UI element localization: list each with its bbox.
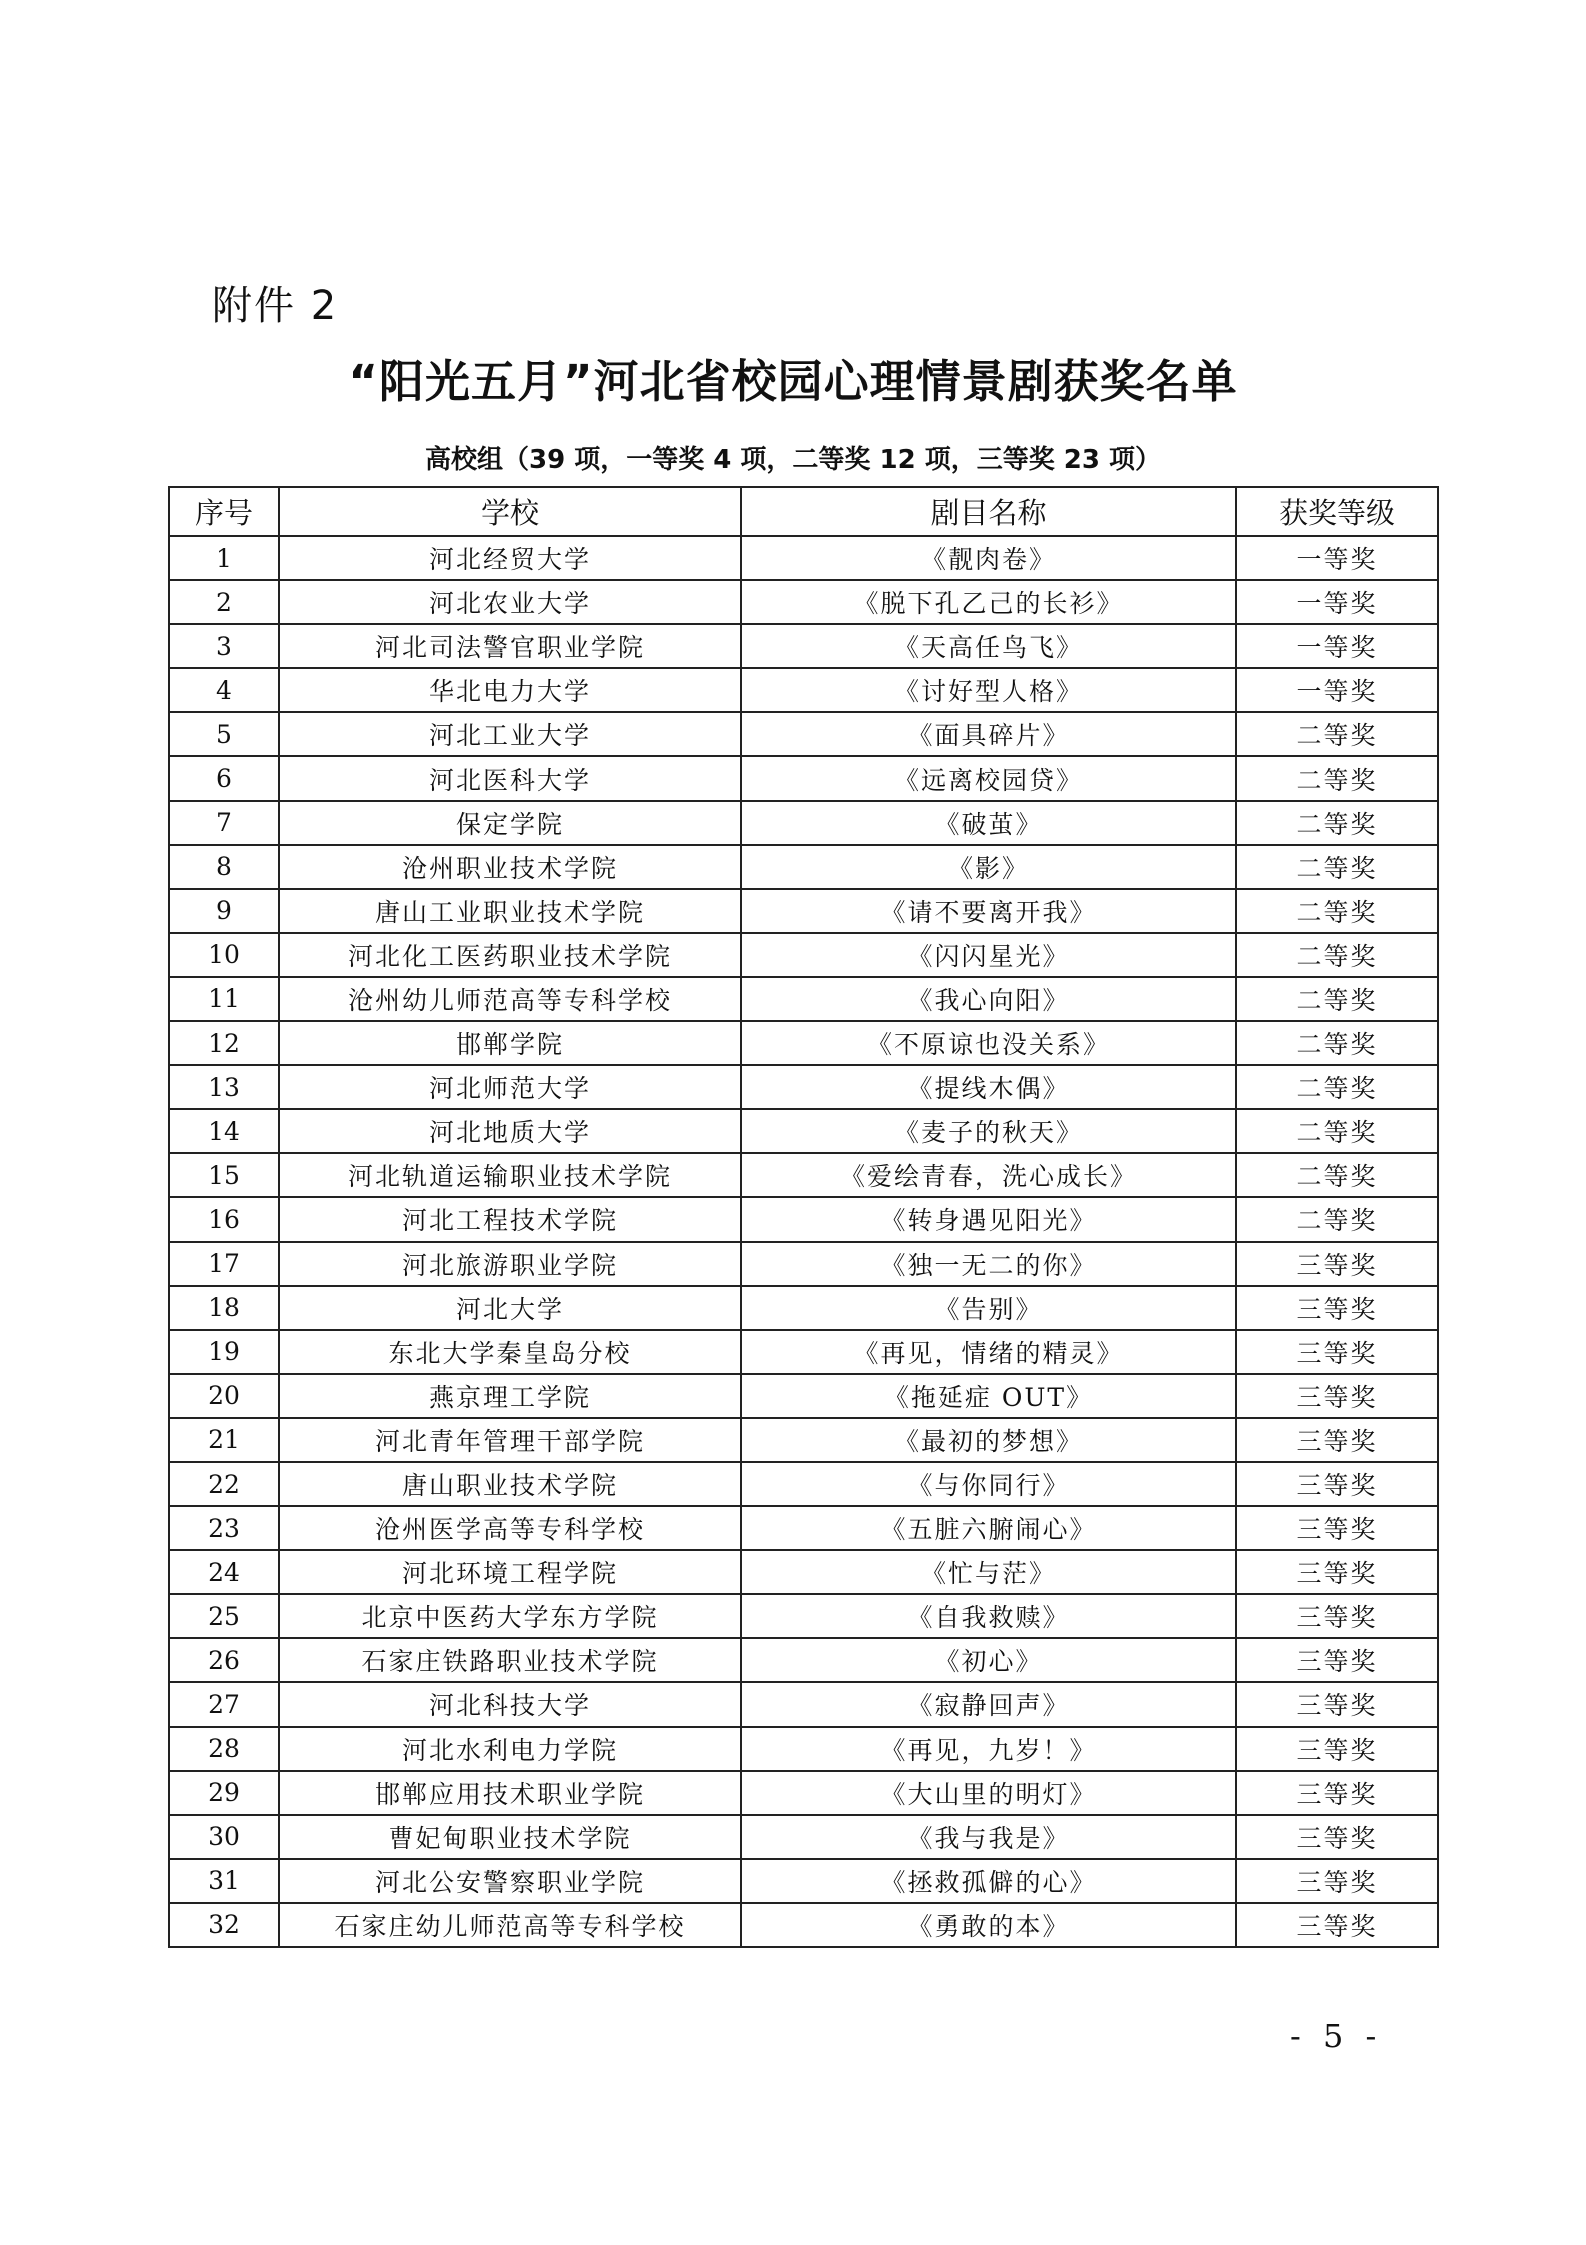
row-play: 《拯救孤僻的心》 (741, 1859, 1236, 1903)
row-school: 河北公安警察职业学院 (279, 1859, 741, 1903)
row-play: 《独一无二的你》 (741, 1242, 1236, 1286)
row-index: 11 (169, 977, 279, 1021)
row-index: 19 (169, 1330, 279, 1374)
row-play: 《闪闪星光》 (741, 933, 1236, 977)
row-play: 《不原谅也没关系》 (741, 1021, 1236, 1065)
document-title: “阳光五月”河北省校园心理情景剧获奖名单 (348, 355, 1238, 408)
row-index: 20 (169, 1374, 279, 1418)
row-index: 6 (169, 756, 279, 800)
row-school: 河北科技大学 (279, 1682, 741, 1726)
row-play: 《拖延症 OUT》 (741, 1374, 1236, 1418)
row-play: 《初心》 (741, 1638, 1236, 1682)
table-row (169, 1594, 1438, 1638)
row-award: 三等奖 (1236, 1903, 1438, 1947)
header-school: 学校 (279, 487, 741, 536)
header-index: 序号 (169, 487, 279, 536)
row-school: 唐山职业技术学院 (279, 1462, 741, 1506)
row-play: 《大山里的明灯》 (741, 1771, 1236, 1815)
attachment-label: 附件 2 (212, 283, 339, 329)
table-row (169, 1021, 1438, 1065)
row-index: 10 (169, 933, 279, 977)
row-index: 22 (169, 1462, 279, 1506)
row-index: 17 (169, 1242, 279, 1286)
row-award: 三等奖 (1236, 1374, 1438, 1418)
awards-table (168, 486, 1439, 1948)
row-play: 《寂静回声》 (741, 1682, 1236, 1726)
row-play: 《爱绘青春，洗心成长》 (741, 1153, 1236, 1197)
row-school: 石家庄铁路职业技术学院 (279, 1638, 741, 1682)
row-play: 《告别》 (741, 1286, 1236, 1330)
row-school: 东北大学秦皇岛分校 (279, 1330, 741, 1374)
row-school: 河北大学 (279, 1286, 741, 1330)
row-index: 12 (169, 1021, 279, 1065)
row-play: 《提线木偶》 (741, 1065, 1236, 1109)
row-play: 《面具碎片》 (741, 712, 1236, 756)
row-play: 《再见，九岁！》 (741, 1727, 1236, 1771)
table-row (169, 1462, 1438, 1506)
table-row (169, 1153, 1438, 1197)
row-award: 二等奖 (1236, 1197, 1438, 1241)
table-row (169, 977, 1438, 1021)
row-award: 三等奖 (1236, 1594, 1438, 1638)
page-number: - 5 - (1290, 2017, 1383, 2055)
table-header (169, 487, 1438, 536)
row-play: 《麦子的秋天》 (741, 1109, 1236, 1153)
header-play: 剧目名称 (741, 487, 1236, 536)
row-award: 二等奖 (1236, 1065, 1438, 1109)
row-award: 一等奖 (1236, 536, 1438, 580)
row-play: 《转身遇见阳光》 (741, 1197, 1236, 1241)
table-body (169, 536, 1438, 1947)
row-award: 三等奖 (1236, 1682, 1438, 1726)
row-index: 30 (169, 1815, 279, 1859)
row-school: 保定学院 (279, 801, 741, 845)
row-play: 《自我救赎》 (741, 1594, 1236, 1638)
row-school: 燕京理工学院 (279, 1374, 741, 1418)
table-row (169, 1771, 1438, 1815)
row-award: 三等奖 (1236, 1771, 1438, 1815)
row-school: 河北农业大学 (279, 580, 741, 624)
row-index: 4 (169, 668, 279, 712)
group-subtitle: 高校组（39 项，一等奖 4 项，二等奖 12 项，三等奖 23 项） (425, 445, 1161, 475)
row-award: 三等奖 (1236, 1727, 1438, 1771)
row-index: 27 (169, 1682, 279, 1726)
row-play: 《请不要离开我》 (741, 889, 1236, 933)
row-school: 华北电力大学 (279, 668, 741, 712)
row-school: 唐山工业职业技术学院 (279, 889, 741, 933)
header-award: 获奖等级 (1236, 487, 1438, 536)
table-row (169, 1197, 1438, 1241)
row-award: 三等奖 (1236, 1815, 1438, 1859)
table-row (169, 1815, 1438, 1859)
row-school: 邯郸应用技术职业学院 (279, 1771, 741, 1815)
row-play: 《与你同行》 (741, 1462, 1236, 1506)
table-row (169, 712, 1438, 756)
row-play: 《再见，情绪的精灵》 (741, 1330, 1236, 1374)
row-play: 《我与我是》 (741, 1815, 1236, 1859)
row-award: 三等奖 (1236, 1242, 1438, 1286)
table-row (169, 1506, 1438, 1550)
header-row (169, 487, 1438, 536)
row-play: 《影》 (741, 845, 1236, 889)
row-award: 二等奖 (1236, 933, 1438, 977)
row-school: 邯郸学院 (279, 1021, 741, 1065)
row-play: 《脱下孔乙己的长衫》 (741, 580, 1236, 624)
row-index: 1 (169, 536, 279, 580)
table-row (169, 1727, 1438, 1771)
row-school: 北京中医药大学东方学院 (279, 1594, 741, 1638)
table-row (169, 1859, 1438, 1903)
row-play: 《勇敢的本》 (741, 1903, 1236, 1947)
row-school: 河北经贸大学 (279, 536, 741, 580)
row-school: 石家庄幼儿师范高等专科学校 (279, 1903, 741, 1947)
row-index: 7 (169, 801, 279, 845)
table-row (169, 1286, 1438, 1330)
row-index: 5 (169, 712, 279, 756)
row-play: 《忙与茫》 (741, 1550, 1236, 1594)
table-row (169, 624, 1438, 668)
row-award: 二等奖 (1236, 977, 1438, 1021)
row-index: 14 (169, 1109, 279, 1153)
table-row (169, 1638, 1438, 1682)
row-index: 24 (169, 1550, 279, 1594)
row-school: 河北地质大学 (279, 1109, 741, 1153)
table-row (169, 1903, 1438, 1947)
row-award: 三等奖 (1236, 1859, 1438, 1903)
row-school: 河北轨道运输职业技术学院 (279, 1153, 741, 1197)
row-index: 23 (169, 1506, 279, 1550)
row-award: 三等奖 (1236, 1418, 1438, 1462)
row-school: 河北工程技术学院 (279, 1197, 741, 1241)
row-award: 二等奖 (1236, 712, 1438, 756)
row-index: 21 (169, 1418, 279, 1462)
row-play: 《靓肉卷》 (741, 536, 1236, 580)
row-award: 一等奖 (1236, 668, 1438, 712)
table-row (169, 933, 1438, 977)
table-row (169, 536, 1438, 580)
row-award: 二等奖 (1236, 1109, 1438, 1153)
row-school: 河北环境工程学院 (279, 1550, 741, 1594)
row-award: 二等奖 (1236, 801, 1438, 845)
row-index: 8 (169, 845, 279, 889)
row-index: 32 (169, 1903, 279, 1947)
table-row (169, 845, 1438, 889)
row-award: 三等奖 (1236, 1506, 1438, 1550)
row-award: 三等奖 (1236, 1286, 1438, 1330)
table-row (169, 801, 1438, 845)
row-school: 河北工业大学 (279, 712, 741, 756)
row-school: 沧州医学高等专科学校 (279, 1506, 741, 1550)
row-award: 一等奖 (1236, 624, 1438, 668)
row-award: 二等奖 (1236, 845, 1438, 889)
row-award: 二等奖 (1236, 756, 1438, 800)
table-row (169, 1682, 1438, 1726)
row-play: 《讨好型人格》 (741, 668, 1236, 712)
table-row (169, 889, 1438, 933)
row-index: 26 (169, 1638, 279, 1682)
table-row (169, 1374, 1438, 1418)
row-index: 9 (169, 889, 279, 933)
row-school: 河北青年管理干部学院 (279, 1418, 741, 1462)
row-play: 《破茧》 (741, 801, 1236, 845)
row-index: 15 (169, 1153, 279, 1197)
row-index: 16 (169, 1197, 279, 1241)
row-index: 29 (169, 1771, 279, 1815)
row-index: 13 (169, 1065, 279, 1109)
row-index: 2 (169, 580, 279, 624)
row-school: 河北水利电力学院 (279, 1727, 741, 1771)
table-row (169, 1065, 1438, 1109)
row-play: 《我心向阳》 (741, 977, 1236, 1021)
row-school: 河北旅游职业学院 (279, 1242, 741, 1286)
row-award: 三等奖 (1236, 1330, 1438, 1374)
row-award: 三等奖 (1236, 1550, 1438, 1594)
row-award: 三等奖 (1236, 1462, 1438, 1506)
row-award: 二等奖 (1236, 1021, 1438, 1065)
row-school: 沧州幼儿师范高等专科学校 (279, 977, 741, 1021)
row-award: 三等奖 (1236, 1638, 1438, 1682)
row-school: 河北化工医药职业技术学院 (279, 933, 741, 977)
row-award: 二等奖 (1236, 1153, 1438, 1197)
row-play: 《最初的梦想》 (741, 1418, 1236, 1462)
table-row (169, 1418, 1438, 1462)
row-index: 25 (169, 1594, 279, 1638)
row-school: 河北医科大学 (279, 756, 741, 800)
row-index: 31 (169, 1859, 279, 1903)
row-play: 《远离校园贷》 (741, 756, 1236, 800)
table-row (169, 668, 1438, 712)
row-play: 《五脏六腑闹心》 (741, 1506, 1236, 1550)
row-index: 3 (169, 624, 279, 668)
row-school: 曹妃甸职业技术学院 (279, 1815, 741, 1859)
row-award: 二等奖 (1236, 889, 1438, 933)
table-row (169, 1330, 1438, 1374)
row-award: 一等奖 (1236, 580, 1438, 624)
row-play: 《天高任鸟飞》 (741, 624, 1236, 668)
table-row (169, 756, 1438, 800)
table-row (169, 1550, 1438, 1594)
row-school: 河北司法警官职业学院 (279, 624, 741, 668)
row-school: 沧州职业技术学院 (279, 845, 741, 889)
table-row (169, 1109, 1438, 1153)
row-school: 河北师范大学 (279, 1065, 741, 1109)
row-index: 18 (169, 1286, 279, 1330)
table-row (169, 580, 1438, 624)
row-index: 28 (169, 1727, 279, 1771)
table-row (169, 1242, 1438, 1286)
